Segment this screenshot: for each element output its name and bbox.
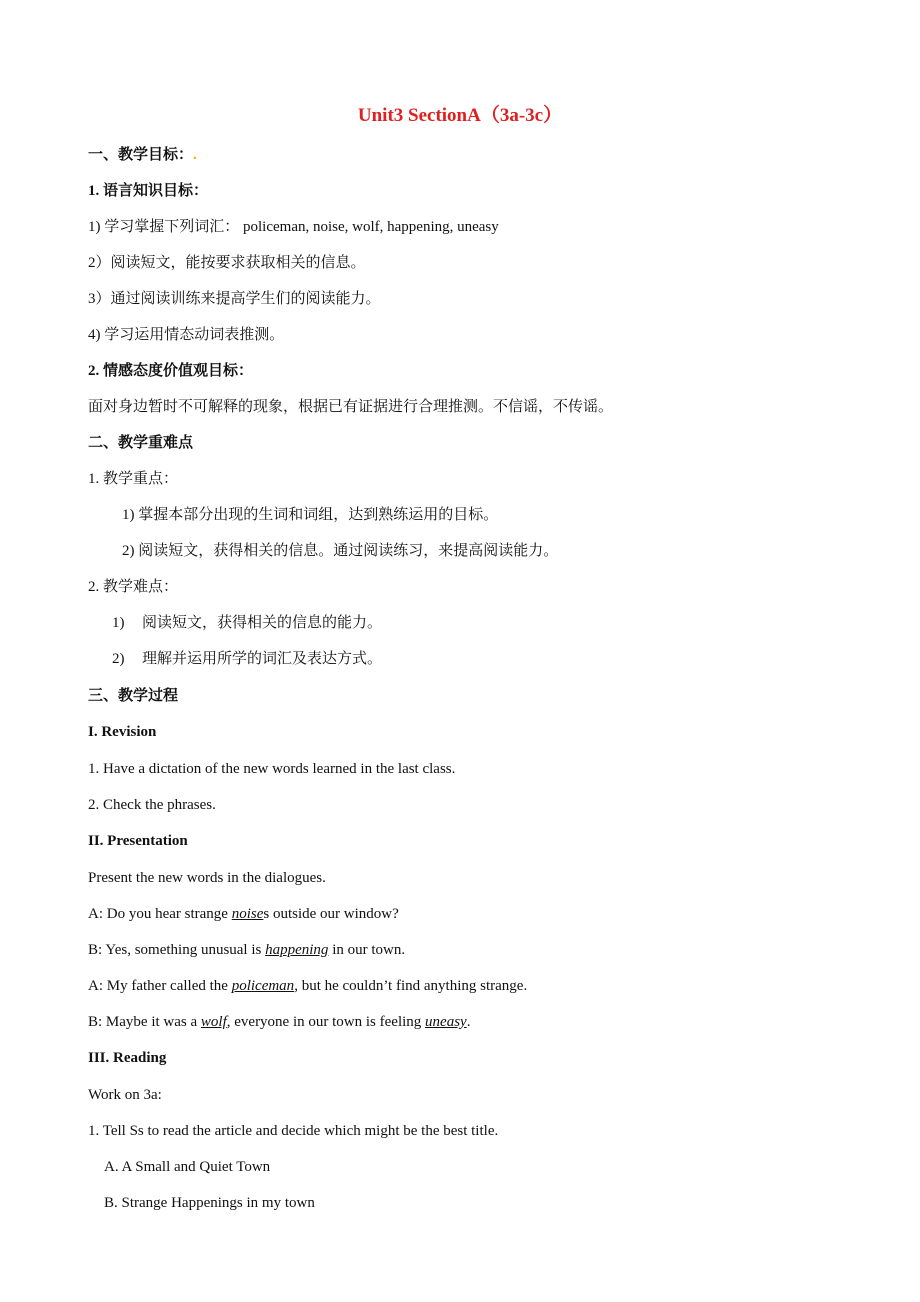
key2-item-text: 理解并运用所学的词汇及表达方式。	[142, 651, 383, 667]
dialogue-line	[88, 976, 527, 996]
goal2-text: 面对身边暂时不可解释的现象，根据已有证据进行合理推测。不信谣，不传谣。	[88, 399, 614, 415]
key2-label: 2. 教学难点：	[88, 579, 179, 595]
title-option: B. Strange Happenings in my town	[104, 1195, 315, 1211]
vocab-word: happening	[265, 942, 329, 958]
goals-mark: .	[193, 147, 197, 163]
dialogue-text: B: Yes, something unusual is	[88, 942, 266, 958]
dialogue-text: s outside our window?	[263, 906, 399, 922]
reading-heading: III. Reading	[88, 1050, 167, 1066]
reading-intro: Work on 3a:	[88, 1087, 162, 1103]
dialogue-line	[88, 1012, 470, 1032]
section-heading-goals	[88, 145, 197, 165]
revision-item: 2. Check the phrases.	[88, 797, 216, 813]
presentation-heading: II. Presentation	[88, 833, 188, 849]
section-heading-process: 三、教学过程	[88, 688, 179, 704]
key2-item	[112, 649, 382, 669]
vocab-word: policeman	[231, 978, 295, 994]
dialogue-text: .	[466, 1014, 471, 1030]
goal1-item: 4) 学习运用情态动词表推测。	[88, 327, 285, 343]
presentation-intro: Present the new words in the dialogues.	[88, 870, 326, 886]
key2-item	[112, 613, 382, 633]
document-title: Unit3 SectionA（3a-3c）	[357, 105, 563, 126]
dialogue-text: B: Maybe it was a	[88, 1014, 201, 1030]
key1-label: 1. 教学重点：	[88, 471, 179, 487]
goal1-item: 2）阅读短文，能按要求获取相关的信息。	[88, 255, 366, 271]
dialogue-text: , but he couldn’t find anything strange.	[294, 978, 528, 994]
vocab-word: uneasy	[425, 1014, 467, 1030]
title-option: A. A Small and Quiet Town	[104, 1159, 271, 1175]
goal1-heading: 1. 语言知识目标：	[88, 183, 209, 199]
goals-heading-text: 一、教学目标：	[88, 147, 194, 163]
key1-item: 1) 掌握本部分出现的生词和词组，达到熟练运用的目标。	[122, 507, 499, 523]
key1-item: 2) 阅读短文，获得相关的信息。通过阅读练习，来提高阅读能力。	[122, 543, 559, 559]
vocab-word: noise	[231, 906, 264, 922]
dialogue-text: A: My father called the	[88, 978, 232, 994]
reading-task: 1. Tell Ss to read the article and decide which might be the best title.	[88, 1123, 499, 1139]
section-heading-key-points: 二、教学重难点	[88, 435, 194, 451]
key2-item-text: 阅读短文，获得相关的信息的能力。	[142, 615, 383, 631]
key2-item-number: 2)	[112, 651, 125, 667]
dialogue-text: A: Do you hear strange	[88, 906, 232, 922]
key2-item-number: 1)	[112, 615, 125, 631]
revision-item: 1. Have a dictation of the new words learned in the last class.	[88, 761, 456, 777]
goal2-heading: 2. 情感态度价值观目标：	[88, 363, 254, 379]
revision-heading: I. Revision	[88, 724, 157, 740]
vocab-word: wolf	[200, 1014, 227, 1030]
dialogue-text: in our town.	[328, 942, 406, 958]
goal1-item: 1) 学习掌握下列词汇： policeman, noise, wolf, happening, uneasy	[88, 219, 499, 235]
dialogue-line	[88, 904, 399, 924]
dialogue-line	[88, 940, 405, 960]
goal1-item: 3）通过阅读训练来提高学生们的阅读能力。	[88, 291, 381, 307]
dialogue-text: , everyone in our town is feeling	[226, 1014, 426, 1030]
